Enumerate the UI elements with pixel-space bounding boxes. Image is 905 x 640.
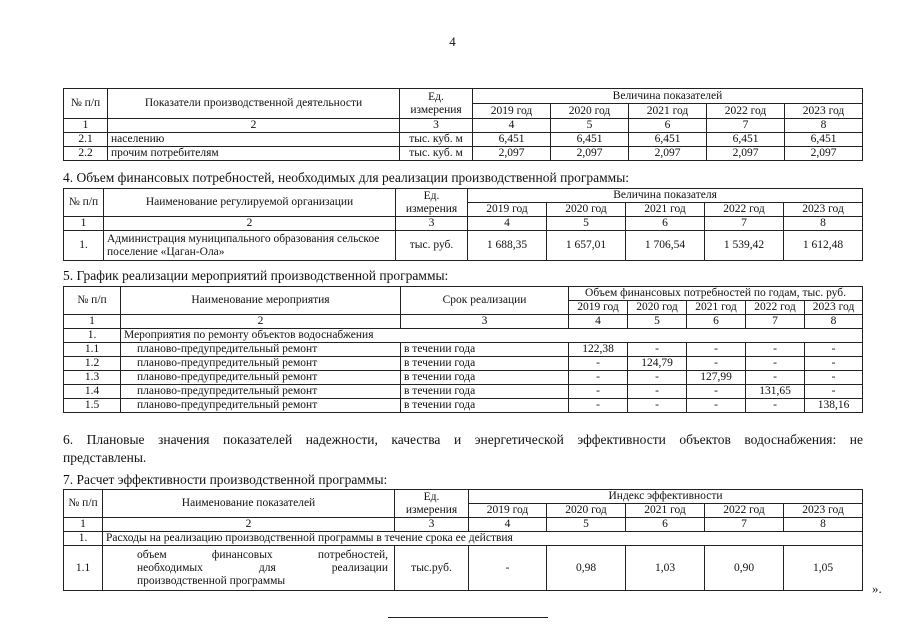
cell: 122,38 [569, 343, 628, 357]
year-header: 2019 год [469, 504, 547, 518]
table-row [64, 399, 863, 413]
index-cell: 7 [746, 315, 805, 329]
cell: 6,451 [551, 133, 629, 147]
indicator-name-line [137, 562, 388, 575]
closing-quote-mark: ». [872, 581, 882, 596]
cell: тыс.руб. [395, 546, 469, 591]
cell: - [746, 399, 805, 413]
word: потребностей, [317, 548, 388, 561]
cell: прочим потребителям [108, 147, 400, 161]
index-cell: 2 [108, 119, 400, 133]
cell: населению [108, 133, 400, 147]
cell: в течении года [401, 371, 569, 385]
year-header: 2022 год [705, 203, 784, 217]
cell: планово-предупредительный ремонт [121, 343, 401, 357]
col-header-num: № п/п [64, 189, 104, 217]
cell: 1.1 [64, 343, 121, 357]
col-header-indicator: Показатели производственной деятельности [108, 89, 400, 119]
col-header-organization: Наименование регулируемой организации [104, 189, 396, 217]
group-row [64, 532, 863, 546]
index-cell: 2 [104, 217, 396, 231]
index-cell: 5 [547, 217, 626, 231]
index-cell: 8 [784, 217, 863, 231]
table-row [64, 385, 863, 399]
cell: 1,03 [626, 546, 705, 591]
index-cell: 4 [468, 217, 547, 231]
index-cell: 1 [64, 315, 121, 329]
section-6-line-2: представлены. [63, 450, 147, 465]
table-row [64, 546, 863, 591]
indicator-name-cell [103, 546, 395, 591]
col-header-unit: Ед. измерения [396, 189, 468, 217]
year-header: 2022 год [746, 301, 805, 315]
table-row [64, 147, 863, 161]
index-row [64, 518, 863, 532]
cell: Администрация муниципального образования сельское поселение «Цаган-Ола» [104, 231, 396, 261]
col-header-num: № п/п [64, 89, 108, 119]
cell: - [805, 385, 863, 399]
index-cell: 4 [469, 518, 547, 532]
cell: 1. [64, 231, 104, 261]
cell: 2,097 [551, 147, 629, 161]
cell: 1.4 [64, 385, 121, 399]
index-row [64, 217, 863, 231]
section-6-paragraph [63, 431, 863, 467]
col-header-unit: Ед. измерения [395, 490, 469, 518]
year-header: 2021 год [629, 104, 707, 119]
word: реализации [331, 561, 388, 574]
index-cell: 4 [473, 119, 551, 133]
cell: - [687, 343, 746, 357]
table-row [64, 357, 863, 371]
year-header: 2023 год [785, 104, 863, 119]
col-header-unit: Ед. измерения [400, 89, 473, 119]
year-header: 2021 год [626, 504, 705, 518]
cell: - [628, 399, 687, 413]
cell: в течении года [401, 357, 569, 371]
index-cell: 7 [707, 119, 785, 133]
cell: 0,90 [705, 546, 784, 591]
efficiency-table [63, 489, 863, 591]
section-6-line-1: 6. Плановые значения показателей надежности, качества и энергетической эффективности объектов водоснабжения: не [63, 432, 863, 447]
col-header-num: № п/п [64, 490, 103, 518]
index-cell: 6 [629, 119, 707, 133]
cell: тыс. руб. [396, 231, 468, 261]
index-cell: 8 [785, 119, 863, 133]
col-header-group: Величина показателя [468, 189, 863, 203]
cell: - [628, 385, 687, 399]
cell: 1. [64, 329, 121, 343]
cell: 1. [64, 532, 103, 546]
cell: - [469, 546, 547, 591]
cell: - [805, 343, 863, 357]
cell: 1.3 [64, 371, 121, 385]
year-header: 2020 год [628, 301, 687, 315]
cell: 138,16 [805, 399, 863, 413]
year-header: 2019 год [473, 104, 551, 119]
cell: 1.1 [64, 546, 103, 591]
index-cell: 5 [547, 518, 626, 532]
cell: 6,451 [629, 133, 707, 147]
group-label: Мероприятия по ремонту объектов водоснабжения [121, 329, 863, 343]
col-header-num: № п/п [64, 287, 121, 315]
group-row [64, 329, 863, 343]
index-cell: 7 [705, 217, 784, 231]
cell: - [687, 385, 746, 399]
index-cell: 1 [64, 119, 108, 133]
year-header: 2022 год [707, 104, 785, 119]
index-cell: 5 [628, 315, 687, 329]
table-row [64, 371, 863, 385]
section-7-heading: 7. Расчет эффективности производственной программы: [63, 472, 388, 487]
cell: - [569, 399, 628, 413]
index-cell: 2 [121, 315, 401, 329]
year-header: 2023 год [784, 504, 863, 518]
cell: 6,451 [707, 133, 785, 147]
index-cell: 6 [626, 518, 705, 532]
table-row [64, 343, 863, 357]
cell: - [687, 399, 746, 413]
cell: 1 706,54 [626, 231, 705, 261]
year-header: 2019 год [468, 203, 547, 217]
cell: 131,65 [746, 385, 805, 399]
word: финансовых [211, 548, 273, 561]
index-cell: 6 [626, 217, 705, 231]
cell: 124,79 [628, 357, 687, 371]
cell: в течении года [401, 399, 569, 413]
index-cell: 8 [805, 315, 863, 329]
cell: планово-предупредительный ремонт [121, 385, 401, 399]
index-cell: 2 [103, 518, 395, 532]
index-cell: 4 [569, 315, 628, 329]
col-header-group: Индекс эффективности [469, 490, 863, 504]
year-header: 2020 год [551, 104, 629, 119]
financial-needs-table [63, 188, 863, 261]
cell: - [628, 343, 687, 357]
cell: 127,99 [687, 371, 746, 385]
word: производственной программы [137, 574, 286, 587]
cell: - [687, 357, 746, 371]
cell: - [569, 357, 628, 371]
index-cell: 5 [551, 119, 629, 133]
year-header: 2023 год [784, 203, 863, 217]
cell: в течении года [401, 343, 569, 357]
index-cell: 8 [784, 518, 863, 532]
cell: - [569, 385, 628, 399]
cell: 2,097 [785, 147, 863, 161]
col-header-group: Величина показателей [473, 89, 863, 104]
cell: в течении года [401, 385, 569, 399]
cell: планово-предупредительный ремонт [121, 399, 401, 413]
cell: - [805, 371, 863, 385]
cell: - [628, 371, 687, 385]
cell: 2,097 [473, 147, 551, 161]
cell: 1 688,35 [468, 231, 547, 261]
cell: планово-предупредительный ремонт [121, 371, 401, 385]
cell: 1 539,42 [705, 231, 784, 261]
cell: 2.2 [64, 147, 108, 161]
year-header: 2021 год [687, 301, 746, 315]
cell: 6,451 [473, 133, 551, 147]
word: объем [137, 548, 167, 561]
schedule-table [63, 286, 863, 413]
year-header: 2020 год [547, 203, 626, 217]
year-header: 2023 год [805, 301, 863, 315]
index-cell: 1 [64, 217, 104, 231]
cell: планово-предупредительный ремонт [121, 357, 401, 371]
production-indicators-table [63, 88, 863, 161]
indicator-name-line [137, 549, 388, 562]
year-header: 2021 год [626, 203, 705, 217]
cell: 2,097 [629, 147, 707, 161]
cell: - [569, 371, 628, 385]
word: необходимых [137, 561, 203, 574]
cell: тыс. куб. м [400, 133, 473, 147]
year-header: 2019 год [569, 301, 628, 315]
section-5-heading: 5. График реализации мероприятий производственной программы: [63, 268, 449, 283]
table-row [64, 231, 863, 261]
cell: 2,097 [707, 147, 785, 161]
index-cell: 3 [400, 119, 473, 133]
cell: 1 657,01 [547, 231, 626, 261]
year-header: 2022 год [705, 504, 784, 518]
index-row [64, 315, 863, 329]
cell: 1,05 [784, 546, 863, 591]
word: для [258, 561, 276, 574]
index-cell: 7 [705, 518, 784, 532]
cell: тыс. куб. м [400, 147, 473, 161]
col-header-group: Объем финансовых потребностей по годам, тыс. руб. [569, 287, 863, 301]
page-number: 4 [449, 34, 456, 49]
cell: - [746, 371, 805, 385]
col-header-term: Срок реализации [401, 287, 569, 315]
cell: 2.1 [64, 133, 108, 147]
cell: 1.5 [64, 399, 121, 413]
footer-separator-line [388, 617, 548, 618]
cell: 6,451 [785, 133, 863, 147]
group-label: Расходы на реализацию производственной программы в течение срока ее действия [103, 532, 863, 546]
table-row [64, 133, 863, 147]
year-header: 2020 год [547, 504, 626, 518]
cell: - [805, 357, 863, 371]
cell: 0,98 [547, 546, 626, 591]
index-cell: 3 [396, 217, 468, 231]
index-cell: 3 [401, 315, 569, 329]
cell: - [746, 357, 805, 371]
index-row [64, 119, 863, 133]
cell: 1 612,48 [784, 231, 863, 261]
cell: 1.2 [64, 357, 121, 371]
col-header-event: Наименование мероприятия [121, 287, 401, 315]
indicator-name-line [137, 575, 388, 588]
index-cell: 3 [395, 518, 469, 532]
col-header-indicator: Наименование показателей [103, 490, 395, 518]
section-4-heading: 4. Объем финансовых потребностей, необходимых для реализации производственной программы: [63, 170, 630, 185]
index-cell: 1 [64, 518, 103, 532]
index-cell: 6 [687, 315, 746, 329]
cell: - [746, 343, 805, 357]
